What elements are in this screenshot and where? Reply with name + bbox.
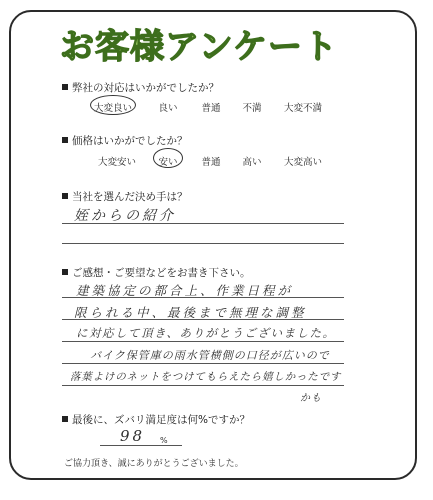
q3-answer: 姪からの紹介 bbox=[74, 208, 176, 224]
comment-line-1: 建築協定の都合上、作業日程が bbox=[76, 283, 294, 298]
question-5 bbox=[62, 412, 250, 427]
answer-line bbox=[62, 341, 344, 342]
footer-thanks: ご協力頂き、誠にありがとうございました。 bbox=[64, 459, 244, 469]
q1-option-5[interactable]: 大変不満 bbox=[283, 103, 323, 114]
comment-line-6: かも bbox=[300, 393, 322, 404]
comment-line-2: 限られる中、最後まで無理な調整 bbox=[74, 305, 307, 320]
q2-option-2[interactable]: 安い bbox=[158, 157, 178, 168]
q1-option-1[interactable]: 大変良い bbox=[93, 103, 133, 114]
comment-line-5: 落葉よけのネットをつけてもらえたら嬉しかったです bbox=[70, 371, 342, 383]
answer-line bbox=[62, 385, 344, 386]
question-2-label: 価格はいかがでしたか？ bbox=[72, 135, 188, 147]
question-3 bbox=[62, 189, 188, 204]
answer-line bbox=[62, 223, 344, 224]
percent-unit: % bbox=[160, 436, 168, 445]
q1-option-4[interactable]: 不満 bbox=[242, 103, 262, 114]
bullet-square-icon bbox=[62, 193, 68, 199]
answer-line bbox=[62, 319, 344, 320]
comment-line-3: に対応して頂き、ありがとうございました。 bbox=[76, 326, 336, 340]
answer-line bbox=[62, 243, 344, 244]
survey-title: お客様アンケート bbox=[60, 27, 338, 67]
q2-option-5[interactable]: 大変高い bbox=[283, 157, 323, 168]
q2-option-3[interactable]: 普通 bbox=[201, 157, 221, 168]
comment-line-4: バイク保管庫の雨水管横側の口径が広いので bbox=[90, 349, 330, 362]
answer-line bbox=[62, 297, 344, 298]
question-4 bbox=[62, 265, 251, 280]
question-1 bbox=[62, 80, 219, 95]
answer-line bbox=[62, 363, 344, 364]
question-4-label: ご感想・ご要望などをお書き下さい。 bbox=[72, 267, 251, 279]
q1-option-3[interactable]: 普通 bbox=[201, 103, 221, 114]
bullet-square-icon bbox=[62, 269, 68, 275]
question-5-label: 最後に、ズバリ満足度は何%ですか？ bbox=[72, 414, 250, 426]
satisfaction-value: 98 bbox=[120, 427, 146, 445]
question-2 bbox=[62, 133, 188, 148]
question-3-label: 当社を選んだ決め手は？ bbox=[72, 191, 188, 203]
q2-option-4[interactable]: 高い bbox=[242, 157, 262, 168]
bullet-square-icon bbox=[62, 137, 68, 143]
satisfaction-line bbox=[100, 445, 182, 446]
q2-option-1[interactable]: 大変安い bbox=[97, 157, 137, 168]
q1-option-2[interactable]: 良い bbox=[158, 103, 178, 114]
bullet-square-icon bbox=[62, 84, 68, 90]
question-1-label: 弊社の対応はいかがでしたか？ bbox=[72, 82, 219, 94]
bullet-square-icon bbox=[62, 416, 68, 422]
